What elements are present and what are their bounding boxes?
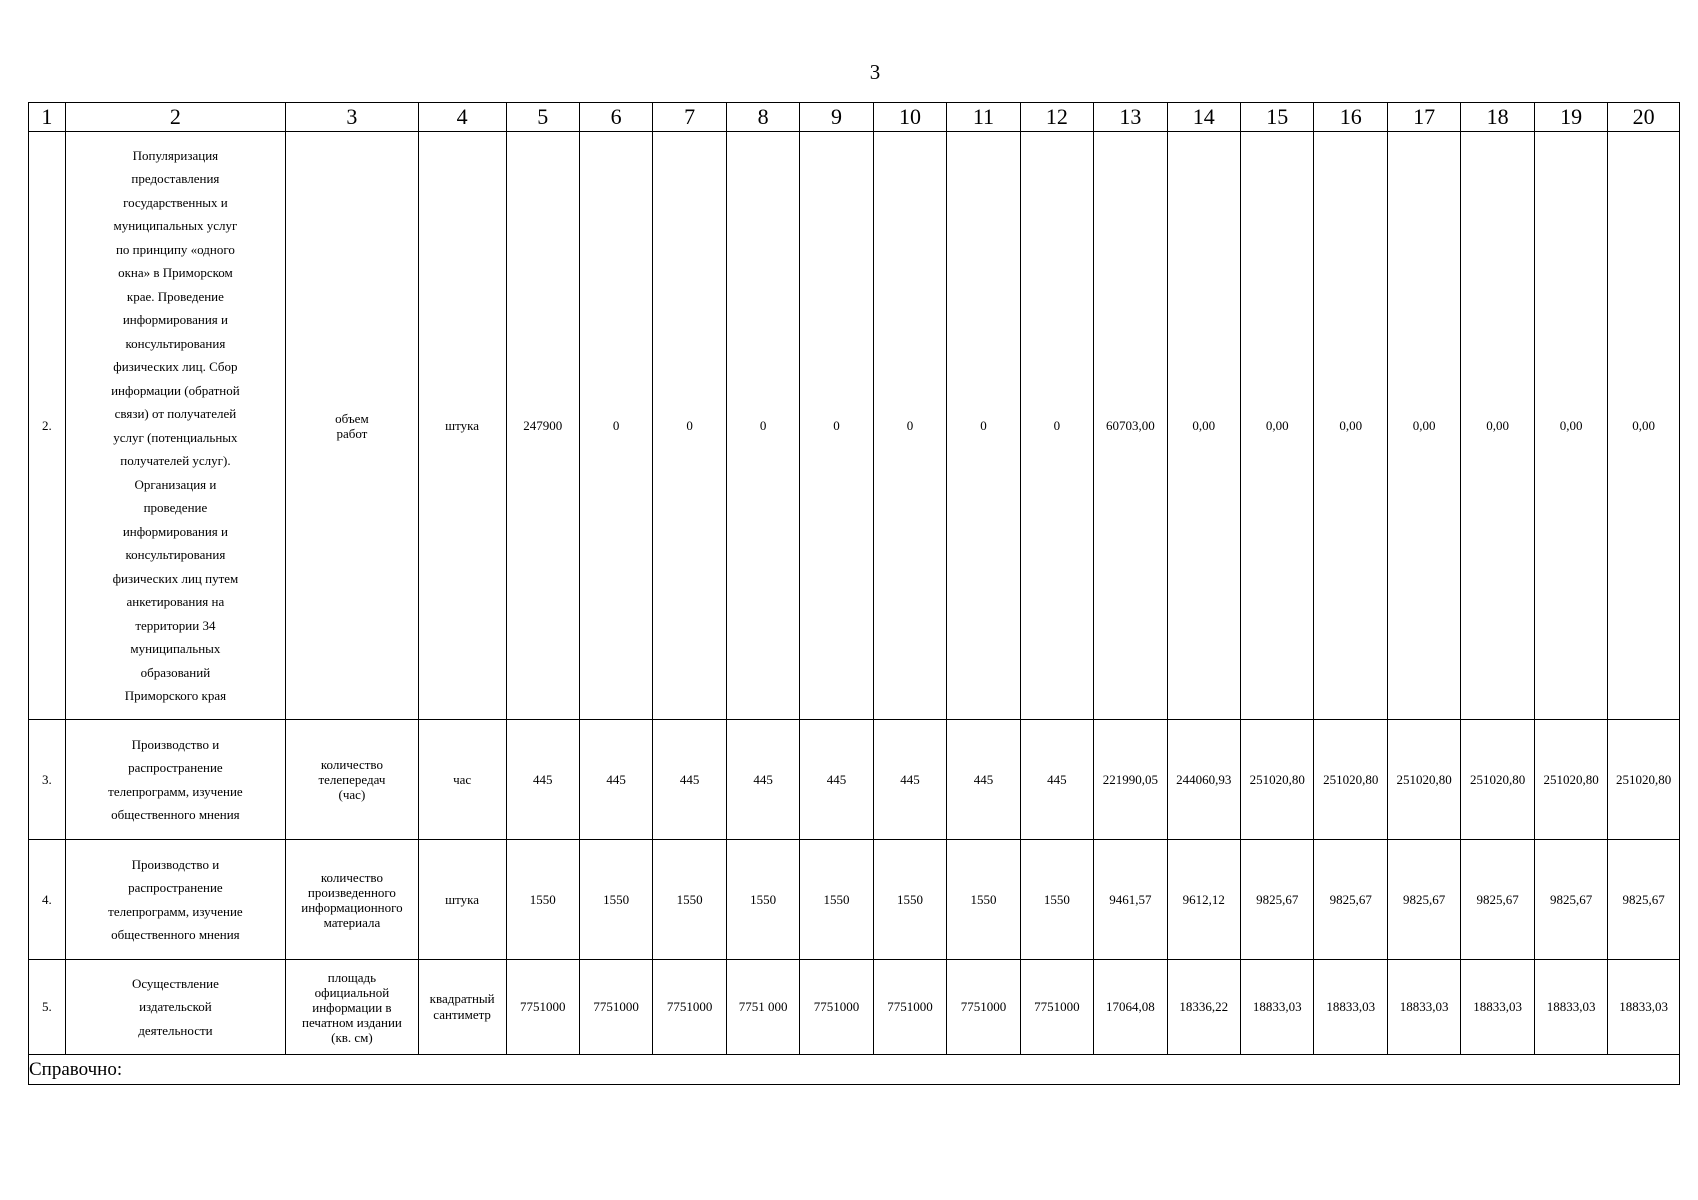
- column-header: 15: [1241, 103, 1314, 132]
- column-header: 16: [1314, 103, 1387, 132]
- column-header: 7: [653, 103, 726, 132]
- column-header: 2: [65, 103, 285, 132]
- column-header: 20: [1608, 103, 1680, 132]
- unit-of-measure: штука: [418, 132, 506, 720]
- row-number: 2.: [29, 132, 66, 720]
- value-cell: 221990,05: [1094, 720, 1167, 840]
- row-number: 5.: [29, 960, 66, 1055]
- value-cell: 1550: [653, 840, 726, 960]
- table-row: [29, 960, 1680, 1055]
- column-header: 13: [1094, 103, 1167, 132]
- table-row: [29, 840, 1680, 960]
- value-cell: 9825,67: [1608, 840, 1680, 960]
- value-cell: 0,00: [1167, 132, 1240, 720]
- table-row: [29, 132, 1680, 720]
- value-cell: 0,00: [1608, 132, 1680, 720]
- value-cell: 9825,67: [1534, 840, 1607, 960]
- value-cell: 251020,80: [1314, 720, 1387, 840]
- value-cell: 1550: [873, 840, 946, 960]
- value-cell: 9825,67: [1314, 840, 1387, 960]
- column-header: 17: [1387, 103, 1460, 132]
- value-cell: 9461,57: [1094, 840, 1167, 960]
- value-cell: 18833,03: [1608, 960, 1680, 1055]
- value-cell: 1550: [947, 840, 1020, 960]
- value-cell: 0: [653, 132, 726, 720]
- service-name: Производство и распространение телепрограмм, изучение общественного мнения: [65, 720, 285, 840]
- value-cell: 0: [579, 132, 652, 720]
- unit-of-measure: квадратный сантиметр: [418, 960, 506, 1055]
- value-cell: 445: [653, 720, 726, 840]
- service-name: Популяризация предоставления государственных и муниципальных услуг по принципу «одного окна» в Приморском крае. Проведение информирования и консультирования физических лиц. Сбор информации (обратной связи) от получателей услуг (потенциальных получателей услуг). Организация и проведение информирования и консультирования физических лиц путем анкетирования на территории 34 муниципальных образований Приморского края: [65, 132, 285, 720]
- column-header: 18: [1461, 103, 1534, 132]
- page-number: 3: [869, 60, 881, 84]
- value-cell: 445: [800, 720, 873, 840]
- value-cell: 7751 000: [726, 960, 799, 1055]
- unit-of-measure: штука: [418, 840, 506, 960]
- column-header: 1: [29, 103, 66, 132]
- value-cell: 1550: [726, 840, 799, 960]
- value-cell: 251020,80: [1241, 720, 1314, 840]
- value-cell: 445: [579, 720, 652, 840]
- indicator-name: количество произведенного информационного материала: [286, 840, 419, 960]
- value-cell: 18833,03: [1387, 960, 1460, 1055]
- value-cell: 0: [873, 132, 946, 720]
- value-cell: 0,00: [1534, 132, 1607, 720]
- indicator-name: площадь официальной информации в печатном издании (кв. см): [286, 960, 419, 1055]
- value-cell: 18336,22: [1167, 960, 1240, 1055]
- column-header: 9: [800, 103, 873, 132]
- value-cell: 445: [1020, 720, 1093, 840]
- column-header: 11: [947, 103, 1020, 132]
- value-cell: 0,00: [1461, 132, 1534, 720]
- value-cell: 7751000: [873, 960, 946, 1055]
- value-cell: 0: [947, 132, 1020, 720]
- value-cell: 251020,80: [1534, 720, 1607, 840]
- column-header: 12: [1020, 103, 1093, 132]
- value-cell: 18833,03: [1461, 960, 1534, 1055]
- column-header: 10: [873, 103, 946, 132]
- column-header: 19: [1534, 103, 1607, 132]
- value-cell: 0: [1020, 132, 1093, 720]
- header-row: [29, 103, 1680, 132]
- reference-row: [29, 1055, 1680, 1085]
- value-cell: 9825,67: [1387, 840, 1460, 960]
- value-cell: 445: [947, 720, 1020, 840]
- value-cell: 7751000: [653, 960, 726, 1055]
- value-cell: 7751000: [579, 960, 652, 1055]
- table-row: [29, 720, 1680, 840]
- service-name: Производство и распространение телепрограмм, изучение общественного мнения: [65, 840, 285, 960]
- column-header: 14: [1167, 103, 1240, 132]
- column-header: 6: [579, 103, 652, 132]
- indicator-name: количество телепередач (час): [286, 720, 419, 840]
- value-cell: 244060,93: [1167, 720, 1240, 840]
- value-cell: 251020,80: [1608, 720, 1680, 840]
- value-cell: 247900: [506, 132, 579, 720]
- value-cell: 9612,12: [1167, 840, 1240, 960]
- value-cell: 0,00: [1241, 132, 1314, 720]
- value-cell: 60703,00: [1094, 132, 1167, 720]
- indicator-name: объем работ: [286, 132, 419, 720]
- row-number: 4.: [29, 840, 66, 960]
- column-header: 8: [726, 103, 799, 132]
- value-cell: 7751000: [1020, 960, 1093, 1055]
- row-number: 3.: [29, 720, 66, 840]
- value-cell: 7751000: [947, 960, 1020, 1055]
- value-cell: 445: [506, 720, 579, 840]
- column-header: 5: [506, 103, 579, 132]
- value-cell: 445: [873, 720, 946, 840]
- value-cell: 17064,08: [1094, 960, 1167, 1055]
- column-header: 3: [286, 103, 419, 132]
- value-cell: 0: [726, 132, 799, 720]
- value-cell: 1550: [579, 840, 652, 960]
- value-cell: 445: [726, 720, 799, 840]
- value-cell: 18833,03: [1241, 960, 1314, 1055]
- value-cell: 9825,67: [1241, 840, 1314, 960]
- value-cell: 1550: [506, 840, 579, 960]
- data-table: [28, 102, 1680, 1085]
- value-cell: 251020,80: [1387, 720, 1460, 840]
- value-cell: 9825,67: [1461, 840, 1534, 960]
- value-cell: 1550: [800, 840, 873, 960]
- value-cell: 0,00: [1387, 132, 1460, 720]
- reference-label: Справочно:: [29, 1055, 1680, 1085]
- column-header: 4: [418, 103, 506, 132]
- unit-of-measure: час: [418, 720, 506, 840]
- value-cell: 18833,03: [1314, 960, 1387, 1055]
- service-name: Осуществление издательской деятельности: [65, 960, 285, 1055]
- value-cell: 7751000: [506, 960, 579, 1055]
- value-cell: 7751000: [800, 960, 873, 1055]
- value-cell: 0: [800, 132, 873, 720]
- value-cell: 1550: [1020, 840, 1093, 960]
- value-cell: 18833,03: [1534, 960, 1607, 1055]
- value-cell: 251020,80: [1461, 720, 1534, 840]
- value-cell: 0,00: [1314, 132, 1387, 720]
